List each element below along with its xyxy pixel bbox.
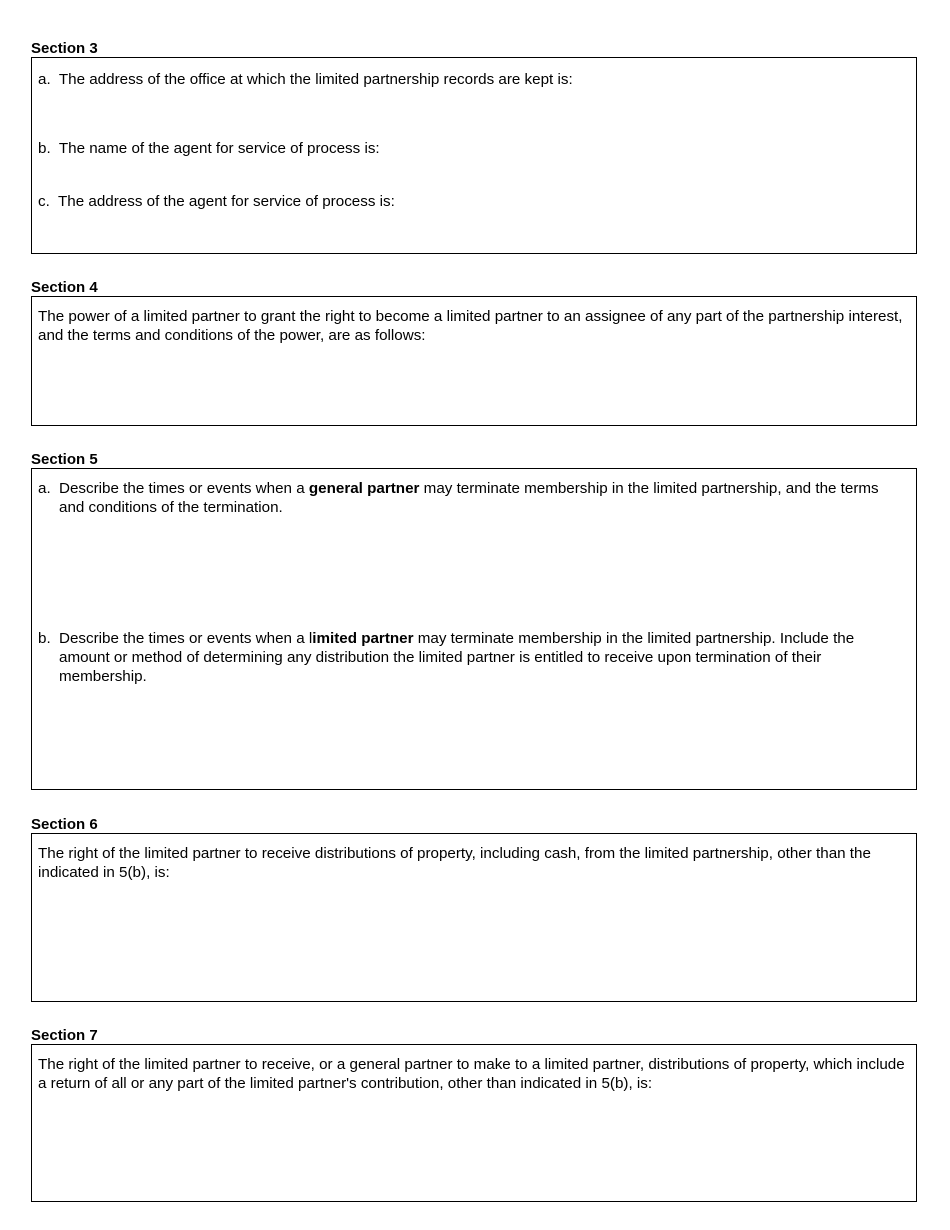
section-3c-text: The address of the agent for service of process is:	[58, 193, 395, 210]
section-5b-text-pre: Describe the times or events when a l	[59, 630, 313, 647]
section-3a-item	[38, 70, 908, 89]
section-7-heading: Section 7	[31, 1027, 98, 1044]
section-3-heading: Section 3	[31, 40, 98, 57]
section-4-box[interactable]	[31, 296, 917, 426]
section-5a-text-pre: Describe the times or events when a	[59, 480, 309, 497]
section-3b-label: b.	[38, 140, 51, 157]
section-3c-label: c.	[38, 193, 50, 210]
section-5a-item	[38, 479, 908, 517]
section-3a-text: The address of the office at which the limited partnership records are kept is:	[58, 71, 573, 88]
section-3b-item	[38, 139, 908, 158]
section-7-text: The right of the limited partner to receive, or a general partner to make to a limited partner, distributions of property, which include a return of all or any part of the limited partner's contribution, other than indicated in 5(b), is:	[38, 1056, 905, 1092]
section-5b-label: b.	[38, 630, 51, 647]
section-3a-label: a.	[38, 71, 51, 88]
section-5-heading: Section 5	[31, 451, 98, 468]
section-3c-item	[38, 192, 908, 211]
section-5a-label: a.	[38, 480, 51, 497]
section-6-text: The right of the limited partner to receive distributions of property, including cash, from the limited partnership, other than the indicated in 5(b), is:	[38, 845, 871, 881]
section-5a-general-partner: general partner	[308, 480, 420, 497]
section-7-box[interactable]	[31, 1044, 917, 1202]
section-4-heading: Section 4	[31, 279, 98, 296]
section-6-heading: Section 6	[31, 816, 98, 833]
section-5b-text-post: may terminate membership in the limited partnership. Include the amount or method of determining any distribution the limited partner is entitled to receive upon termination of their membership.	[59, 630, 855, 685]
section-5b-text	[59, 629, 908, 686]
section-5-box[interactable]	[31, 468, 917, 790]
section-3b-text: The name of the agent for service of process is:	[58, 140, 380, 157]
section-5a-text	[59, 479, 908, 517]
section-5b-limited-partner: imited partner	[312, 630, 414, 647]
section-5a-text-post: may terminate membership in the limited partnership, and the terms and conditions of the termination.	[59, 480, 879, 516]
section-3-box[interactable]	[31, 57, 917, 254]
section-6-box[interactable]	[31, 833, 917, 1002]
section-5b-item	[38, 629, 908, 686]
section-4-text: The power of a limited partner to grant the right to become a limited partner to an assignee of any part of the partnership interest, and the terms and conditions of the power, are as follows:	[38, 308, 903, 344]
